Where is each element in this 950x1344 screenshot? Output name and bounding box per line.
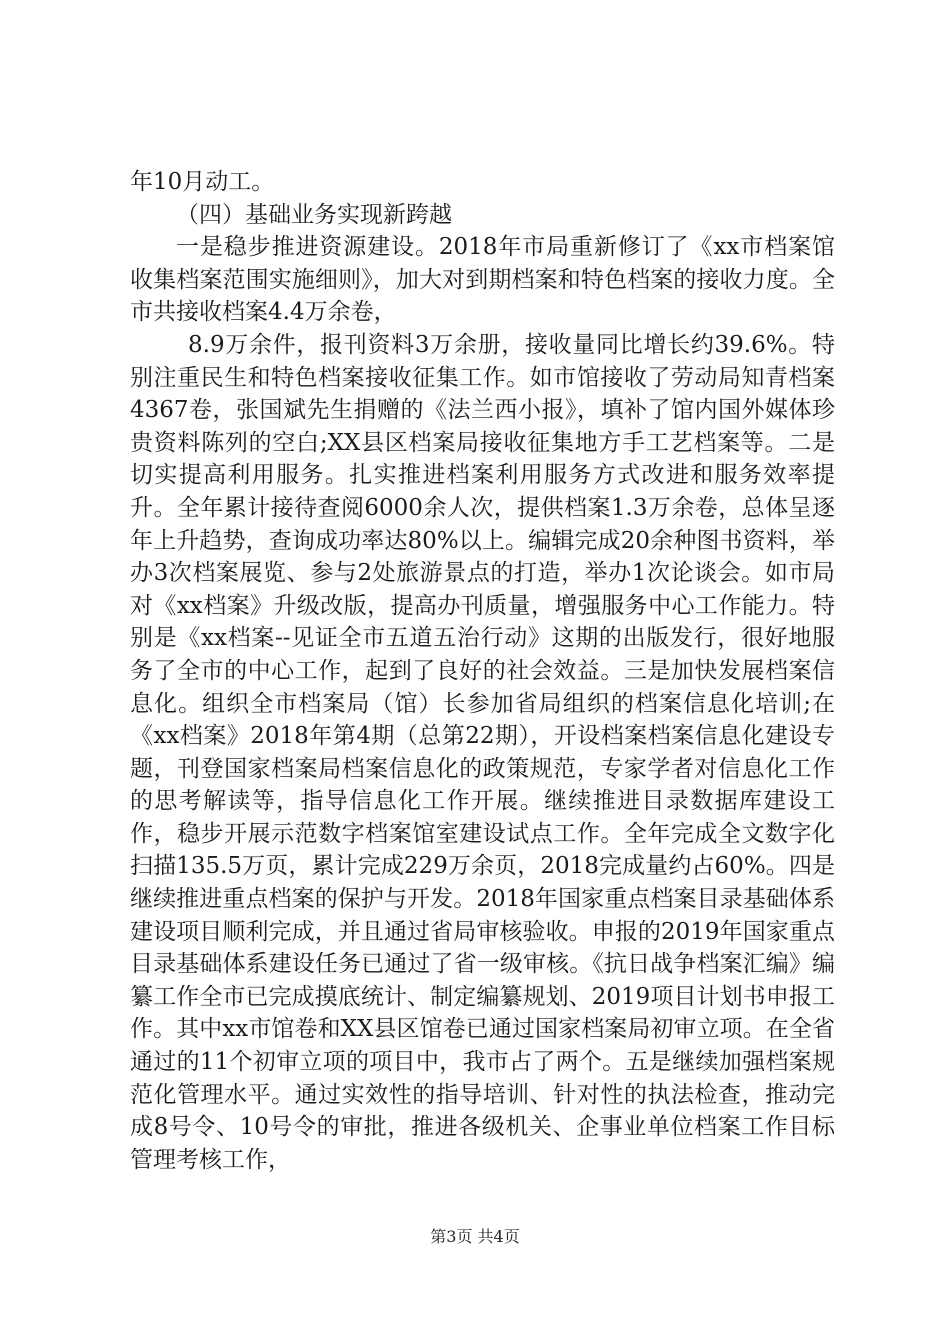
section-heading: （四）基础业务实现新跨越: [176, 201, 452, 228]
paragraph-main-body: 8.9万余件，报刊资料3万余册，接收量同比增长约39.6%。特别注重民生和特色档案接收征集工作。如市馆接收了劳动局知青档案4367卷，张国斌先生捐赠的《法兰西小报》，填补了馆内国外媒体珍贵资料陈列的空白;XX县区档案局接收征集地方手工艺档案等。二是切实提高利用服务。扎实推进档案利用服务方式改进和服务效率提升。全年累计接待查阅6000余人次，提供档案1.3万余卷，总体呈逐年上升趋势，查询成功率达80%以上。编辑完成20余种图书资料，举办3次档案展览、参与2处旅游景点的打造，举办1次论谈会。如市局对《xx档案》升级改版，提高办刊质量，增强服务中心工作能力。特别是《xx档案--见证全市五道五治行动》这期的出版发行，很好地服务了全市的中心工作，起到了良好的社会效益。三是加快发展档案信息化。组织全市档案局（馆）长参加省局组织的档案信息化培训;在《xx档案》2018年第4期（总第22期），开设档案档案信息化建设专题，刊登国家档案局档案信息化的政策规范，专家学者对信息化工作的思考解读等，指导信息化工作开展。继续推进目录数据库建设工作，稳步开展示范数字档案馆室建设试点工作。全年完成全文数字化扫描135.5万页，累计完成229万余页，2018完成量约占60%。四是继续推进重点档案的保护与开发。2018年国家重点档案目录基础体系建设项目顺利完成，并且通过省局审核验收。申报的2019年国家重点目录基础体系建设任务已通过了省一级审核。《抗日战争档案汇编》编纂工作全市已完成摸底统计、制定编纂规划、2019项目计划书申报工作。其中xx市馆卷和XX县区馆卷已通过国家档案局初审立项。在全省通过的11个初审立项的项目中，我市占了两个。五是继续加强档案规范化管理水平。通过实效性的指导培训、针对性的执法检查，推动完成8号令、10号令的审批，推进各级机关、企事业单位档案工作目标管理考核工作，: [130, 331, 835, 1173]
page-footer: 第3页 共4页: [430, 1227, 520, 1246]
document-body: [130, 166, 835, 1176]
paragraph-resource-building: 一是稳步推进资源建设。2018年市局重新修订了《xx市档案馆收集档案范围实施细则》，加大对到期档案和特色档案的接收力度。全市共接收档案4.4万余卷，: [130, 234, 835, 326]
paragraph-continuation: 年10月动工。: [130, 169, 275, 195]
